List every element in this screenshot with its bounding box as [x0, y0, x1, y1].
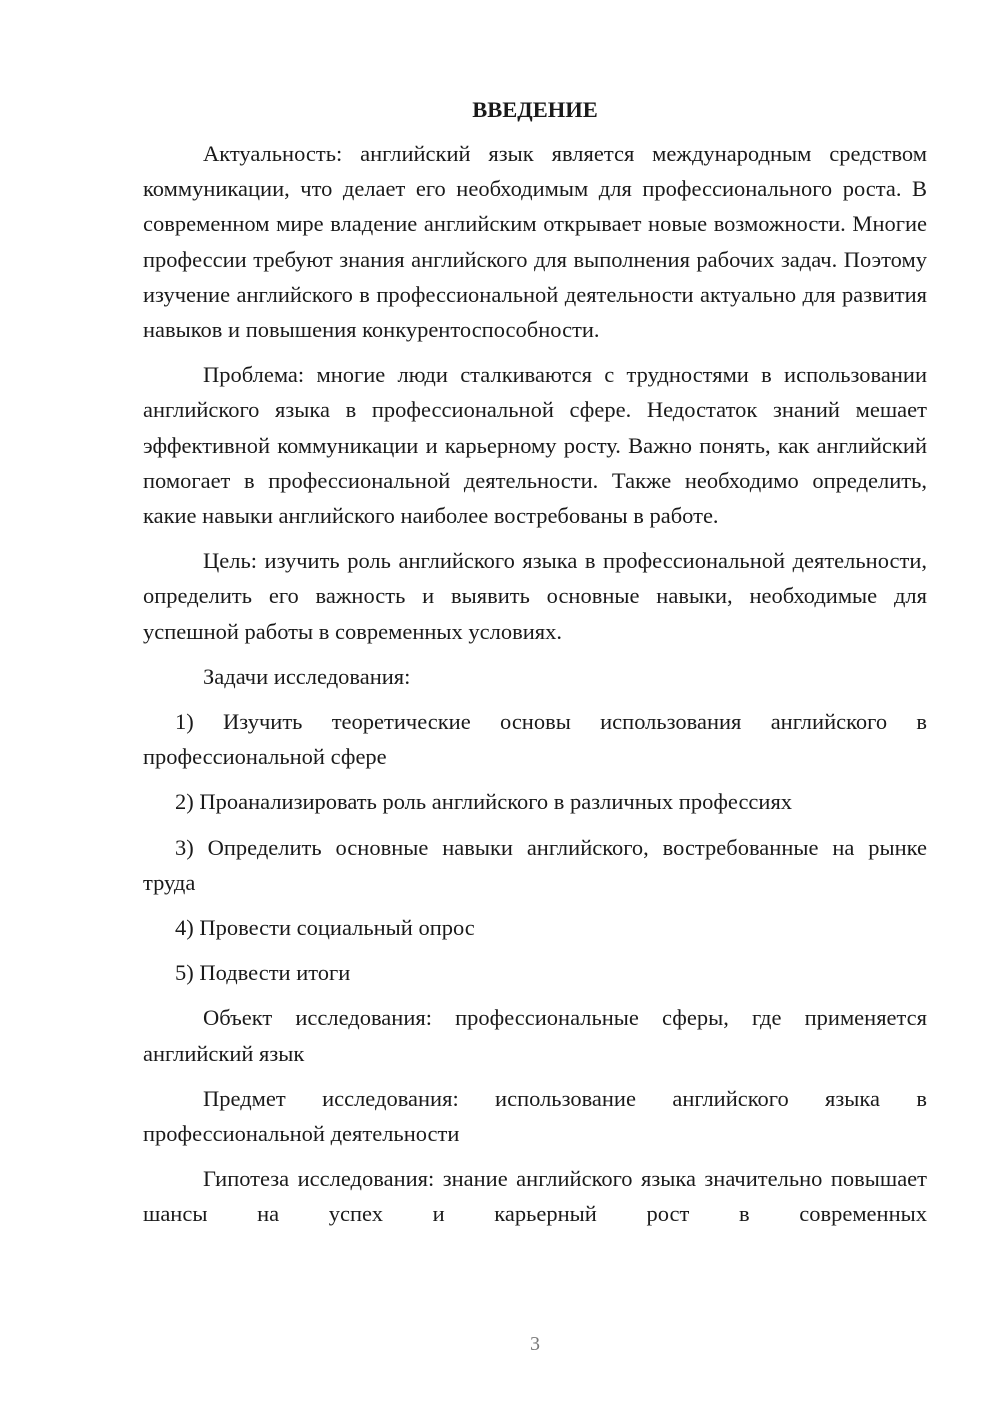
- task-item-1: 1) Изучить теоретические основы использования английского в профессиональной сфере: [143, 709, 927, 770]
- tasks-heading: Задачи исследования:: [203, 663, 411, 689]
- relevance-paragraph: Актуальность: английский язык является международным средством коммуникации, что делает его необходимым для профессионального роста. В современном мире владение английским открывает новые возможности. Многие профессии требуют знания английского для выполнения рабочих задач. Поэтому изучение английского в профессиональной деятельности актуально для развития навыков и повышения конкурентоспособности.: [143, 141, 927, 343]
- section-title: ВВЕДЕНИЕ: [472, 97, 598, 122]
- subject-paragraph: Предмет исследования: использование английского языка в профессиональной деятельности: [143, 1085, 927, 1147]
- task-item-2: 2) Проанализировать роль английского в различных профессиях: [175, 789, 793, 815]
- task-item-5: 5) Подвести итоги: [175, 960, 351, 986]
- task-item-4: 4) Провести социальный опрос: [175, 915, 475, 941]
- task-item-3: 3) Определить основные навыки английского, востребованные на рынке труда: [143, 834, 927, 895]
- object-paragraph: Объект исследования: профессиональные сферы, где применяется английский язык: [143, 1005, 927, 1066]
- hypothesis-paragraph: Гипотеза исследования: знание английского языка значительно повышает шансы на успех и карьерный рост в современных: [143, 1166, 927, 1227]
- page-number: 3: [530, 1333, 540, 1355]
- problem-paragraph: Проблема: многие люди сталкиваются с трудностями в использовании английского языка в профессиональной сфере. Недостаток знаний мешает эффективной коммуникации и карьерному росту. Важно понять, как английский помогает в профессиональной деятельности. Также необходимо определить, какие навыки английского наиболее востребованы в работе.: [143, 362, 927, 529]
- goal-paragraph: Цель: изучить роль английского языка в профессиональной деятельности, определить его важность и выявить основные навыки, необходимые для успешной работы в современных условиях.: [143, 548, 927, 644]
- page-content: [143, 92, 927, 1232]
